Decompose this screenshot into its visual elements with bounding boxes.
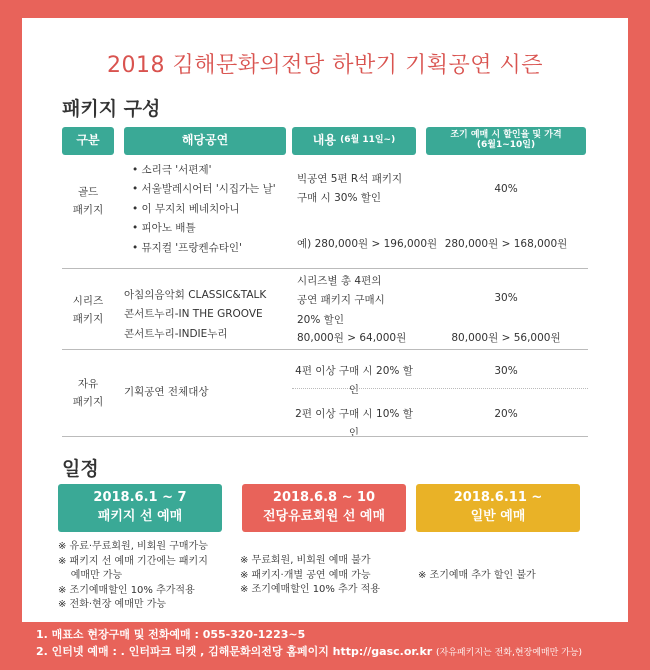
series-name: 시리즈 패키지: [72, 295, 104, 325]
row-divider: [62, 349, 588, 350]
gold-content: 빅공연 5편 R석 패키지 구매 시 30% 할인: [297, 173, 403, 205]
free-name: 자유 패키지: [72, 378, 104, 408]
gold-content-price: 예) 280,000원 > 196,000원: [297, 238, 438, 250]
series-price: 80,000원 > 56,000원: [451, 332, 561, 344]
free-rate-b: 20%: [494, 408, 518, 420]
schedule-general-notes: ※ 조기예매 추가 할인 불가: [418, 570, 536, 581]
schedule-member-notes: ※ 무료회원, 비회원 예매 불가 ※ 패키지·개별 공연 예매 가능 ※ 조기예매할인 10% 추가 적용: [240, 555, 380, 595]
schedule-general-box: 2018.6.11 ~ 일반 예매: [416, 484, 580, 532]
info-card: [22, 18, 628, 622]
gold-name: 골드 패키지: [72, 186, 104, 216]
header-category: 구분: [62, 127, 114, 155]
free-content-a: 4편 이상 구매 시 20% 할인: [295, 365, 413, 397]
header-shows: 해당공연: [124, 127, 286, 155]
schedule-package-notes: ※ 유료·무료회원, 비회원 구매가능 ※ 패키지 선 예매 기간에는 패키지 예매만 가능 ※ 조기예매할인 10% 추가적용 ※ 전화·현장 예매만 가능: [58, 541, 208, 610]
row-divider: [62, 436, 588, 437]
row-divider: [62, 268, 588, 269]
schedule-package-box: 2018.6.1 ~ 7 패키지 선 예매: [58, 484, 222, 532]
series-shows: 아침의음악회 CLASSIC&TALK 콘서트누리-IN THE GROOVE 콘서트누리-INDIE누리: [124, 289, 267, 340]
free-shows: 기획공연 전체대상: [124, 386, 209, 398]
footer-phone: 1. 매표소 현장구매 및 전화예매 : 055-320-1223~5: [36, 628, 306, 641]
schedule-heading: 일정: [62, 458, 99, 480]
free-rate-a: 30%: [494, 365, 518, 377]
series-content-price: 80,000원 > 64,000원: [297, 332, 407, 344]
gold-price: 280,000원 > 168,000원: [444, 238, 568, 250]
free-content-b: 2편 이상 구매 시 10% 할인: [295, 408, 413, 440]
header-price: 조기 예매 시 할인율 및 가격 (6월1~10일): [426, 127, 586, 155]
series-content: 시리즈별 총 4편의 공연 패키지 구매시 20% 할인: [297, 275, 385, 326]
package-heading: 패키지 구성: [62, 98, 161, 120]
schedule-member-box: 2018.6.8 ~ 10 전당유료회원 선 예매: [242, 484, 406, 532]
series-rate: 30%: [494, 292, 518, 304]
gold-shows: • 소리극 '서편제' • 서울발레시어터 '시집가는 날' • 이 무지치 베네치아니 • 피아노 배틀 • 뮤지컬 '프랑켄슈타인': [132, 161, 276, 258]
row-divider: [292, 388, 588, 389]
page-title: 2018 김해문화의전당 하반기 기획공연 시즌: [107, 53, 543, 78]
footer-internet: 2. 인터넷 예매 : . 인터파크 티켓 , 김해문화의전당 홈페이지 http://gasc.or.kr (자유패키지는 전화,현장예매만 가능): [36, 645, 583, 658]
gold-rate: 40%: [494, 183, 518, 195]
header-content: 내용 (6월 11일~): [292, 127, 416, 155]
